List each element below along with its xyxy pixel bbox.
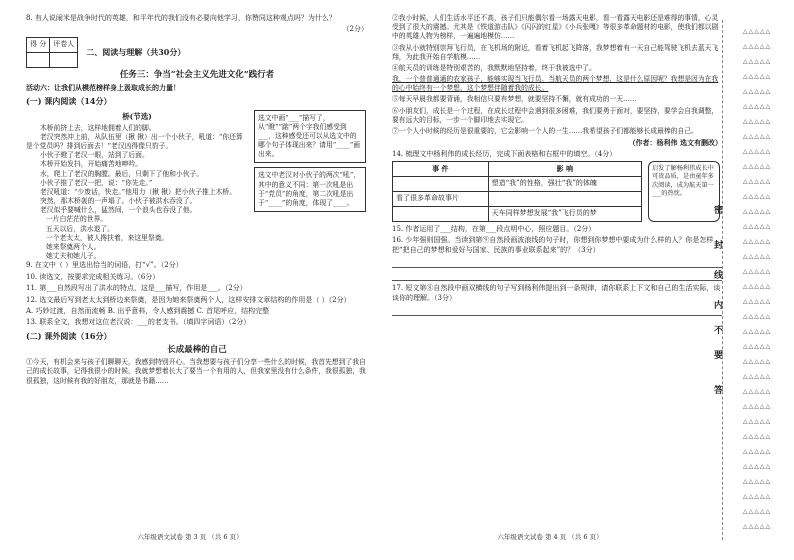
triangle-row: △△△△△	[743, 403, 772, 410]
triangle-row: △△△△△	[743, 343, 772, 350]
table-cell[interactable]	[393, 206, 489, 221]
triangle-row: △△△△△	[743, 418, 772, 425]
underlined-sentence: 我，一个普普通通的农家孩子，能够实现当飞行员、当航天员的两个梦想，这是什么原因呢？我想是因为在我的心中始终有一个梦想，这个梦想伴随着我的成长。	[392, 75, 719, 93]
binding-char: 内	[714, 301, 724, 311]
triangle-row: △△△△△	[743, 163, 772, 170]
reading-passage	[26, 110, 248, 262]
table-cell[interactable]	[488, 191, 641, 206]
reading-line: 木桥前挤上去，这样地拥着人们的脚。	[40, 123, 156, 132]
growth-table	[392, 161, 642, 222]
paragraph-6: ⑥小朋友们，成长是一个过程，在成长过程中会遇到很多困难，我们要勇于面对，要坚持，要学会自我调整，要有远大的目标，一步一个脚印地去实现它。	[392, 106, 719, 124]
grader-label: 评卷人	[50, 37, 78, 52]
question-8: 8. 有人说闹米是战争时代的英雄，和平年代的我们没有必要向他学习，你赞同这种观点吗？为什么？	[26, 14, 336, 22]
triangle-row: △△△△△	[743, 133, 772, 140]
triangle-row: △△△△△	[743, 193, 772, 200]
table-cell: 看了很多革命故事片	[393, 191, 489, 206]
triangle-row: △△△△△	[743, 373, 772, 380]
side-box-2: 选文中老汉对小伙子的两次“吼”，其中的意义不同：第一次吼是出于“党员”的角度，第二次吼是出于“____”的角度，体现了____。	[254, 167, 366, 212]
question-10: 10. 读选文，按要求完成相关练习。（6分）	[26, 272, 160, 281]
triangle-row: △△△△△	[743, 313, 772, 320]
paragraph-5: ⑤每天早晨我都要背诵，我相信只要有梦想，就要坚持不懈，就有成功的一天……	[392, 95, 637, 104]
answer-line[interactable]	[392, 270, 722, 281]
triangle-row: △△△△△	[743, 493, 772, 500]
score-table	[26, 37, 78, 68]
triangle-row: △△△△△	[743, 523, 772, 530]
right-page	[392, 14, 722, 316]
triangle-row: △△△△△	[743, 238, 772, 245]
triangle-row: △△△△△	[743, 253, 772, 260]
binding-char: 要	[714, 351, 724, 361]
side-note-box: 启发了解杨利伟成长中可贵品质，是由童年多次阅读，成为航天第一___的热忱。	[648, 161, 720, 222]
left-page	[26, 14, 368, 386]
triangle-row: △△△△△	[743, 178, 772, 185]
table-header-impact: 影 响	[488, 161, 641, 176]
extended-title: 长成最棒的自己	[167, 344, 227, 355]
table-cell: 天车同样梦想发展“我”飞行员的梦	[488, 206, 641, 221]
reading-line: 老汉似乎要喊什么，猛然间，一个浪头也吞没了他。	[40, 206, 197, 215]
triangle-row: △△△△△	[743, 358, 772, 365]
question-12: 12. 选文最后写到老太太到桥边来祭奠，是因为她来祭奠两个人，这样安排文章结构的作用是（ ）（2分）	[26, 295, 351, 304]
table-cell: 塑造“我”的性格，强壮“我”的体魄	[488, 176, 641, 191]
triangle-row: △△△△△	[743, 298, 772, 305]
binding-char: 线	[714, 271, 724, 281]
reading-line: 水，爬上了老汉的胸膛。最后，只剩下了他和小伙子。	[40, 169, 204, 178]
binding-char: 密	[714, 206, 724, 216]
triangle-row: △△△△△	[743, 58, 772, 65]
reading-line: 小伙子瞪了老汉一眼，站到了后面。	[40, 151, 149, 160]
footer-right: 六年级语文试卷 第 4 页 （共 6 页）	[497, 533, 603, 541]
reading-line: 木桥开始发抖，开始痛苦地呻吟。	[40, 160, 142, 169]
question-17: 17. 短文第⑧自然段中画双横线的句子写到杨利伟提出到一条规律，请你联系上下文和自己的生活实际，谈谈你的理解。（3分）	[392, 284, 721, 302]
question-9: 9. 在文中（ ）里选出恰当的词语，打“√”。（2分）	[26, 261, 183, 270]
section1-heading: (一) 课内阅读（14分）	[26, 95, 112, 106]
paragraph-2: ②我小时候，人们生活水平还不高，孩子们只能偶尔看一场露天电影，看一看露天电影还是难得的事情，心灵受到了很大的震撼。尤其是《铁道游击队》《闪闪的红星》《小兵张嘎》等很多革命题材的电影，使我们都以剧中的英雄人物为榜样，一遍遍地模仿……	[392, 14, 719, 41]
triangle-row: △△△△△	[743, 388, 772, 395]
table-cell[interactable]	[393, 176, 489, 191]
binding-char: 答	[714, 386, 724, 396]
question-12-options: A. 巧妙过渡，自然而流畅 B. 出乎意料，令人感到震撼 C. 首尾呼应，结构完整	[26, 307, 270, 316]
triangle-row: △△△△△	[743, 283, 772, 290]
side-box-1: 选文中画“___”描写了，从“瞪”“踮”两个字我们感受到___，这种感受还可以从选文中的哪个句子体现出来？请用“____”画出来。	[254, 110, 366, 164]
paragraph-7: ⑦一个人小时候的经历是很重要的，它会影响一个人的一生……我希望孩子们都能够长成最棒的自己。	[392, 126, 698, 135]
part2-heading: 二、阅读与理解（共30分）	[86, 46, 186, 57]
q8-score: （2分）	[342, 25, 368, 34]
triangle-row: △△△△△	[743, 328, 772, 335]
reading-line: 老汉吼道：“少废话，快走。”他用力（揪 揪）把小伙子推上木桥。	[40, 187, 237, 196]
answer-line[interactable]	[392, 257, 722, 268]
task-title: 任务三：争当“社会主义先进文化”践行者	[119, 69, 275, 80]
table-header-event: 事 件	[393, 161, 489, 176]
triangle-row: △△△△△	[743, 103, 772, 110]
section2-heading: (二) 课外阅读（16分）	[26, 330, 112, 341]
paragraph-4: ④航天员的训练是特别艰苦的，我默默地坚持着，终于我被选中了。	[392, 63, 596, 72]
triangle-row: △△△△△	[743, 208, 772, 215]
reading-line: 一个老太太，被人搀扶着，来这里祭奠。	[46, 233, 169, 242]
question-13: 13. 联系全文，我想对这位老汉说：___的老支书。（填四字词语）（2分）	[26, 318, 251, 327]
paragraph-3: ③我从小就特别崇拜飞行员，在飞机场的附近，看着飞机起飞降落，我梦想着有一天自己能驾驶飞机去蓝天飞翔，为此我开始自学航模……	[392, 43, 719, 61]
table-row	[393, 191, 642, 206]
triangle-row: △△△△△	[743, 118, 772, 125]
triangle-row: △△△△△	[743, 148, 772, 155]
triangle-row: △△△△△	[743, 73, 772, 80]
reading-title: 桥(节选)	[122, 111, 152, 121]
footer-left: 六年级语文试卷 第 3 页 （共 6 页）	[137, 533, 243, 541]
reading-line: 五天以后，洪水退了。	[46, 224, 114, 233]
triangle-row: △△△△△	[743, 448, 772, 455]
activity-heading: 活动六：让我们从模范榜样身上汲取成长的力量！	[26, 83, 180, 93]
triangle-row: △△△△△	[743, 268, 772, 275]
question-11: 11. 第___自然段写出了洪水的特点，这是___描写，作用是___。（2分）	[26, 284, 247, 293]
reading-line: 小伙子推了老汉一把，说：“你先走。”	[40, 178, 153, 187]
reading-line: 老汉突然冲上前，从队伍里（揪 揪）出一个小伙子，吼道：“你还算是个党员吗？排到后面去！”老汉凶得像只豹子。	[26, 132, 243, 151]
triangle-row: △△△△△	[743, 463, 772, 470]
reading-line: 突然，那木桥轰的一声塌了。小伙子被洪水吞没了。	[40, 197, 197, 206]
triangle-row: △△△△△	[743, 223, 772, 230]
binding-char: 不	[714, 326, 724, 336]
author-line: （作者：杨利伟 选文有删改）	[628, 138, 722, 148]
score-label: 得 分	[27, 37, 50, 52]
reading-line: 一片白茫茫的世界。	[46, 215, 108, 224]
triangle-row: △△△△△	[743, 88, 772, 95]
table-row	[393, 206, 642, 221]
triangle-row: △△△△△	[743, 43, 772, 50]
reading-line: 她丈夫和她儿子。	[46, 252, 101, 261]
triangle-row: △△△△△	[743, 508, 772, 515]
binding-char: 封	[714, 241, 724, 251]
question-14: 14. 梳理文中杨利伟的成长经历，完成下面表格和右框中的填空。（4分）	[392, 149, 617, 158]
question-16: 16. 少年强则国强。当读到第⑨自然段画波浪线的句子时，你想到你梦想中要成为什么样的人？你是怎样把“把自己的梦想和爱好与国家、民族的事业联系起来”的？（3分）	[392, 236, 714, 254]
triangle-row: △△△△△	[743, 433, 772, 440]
triangle-margin	[725, 0, 794, 560]
answer-line[interactable]	[392, 305, 722, 316]
extended-paragraph-1: ①今天，有机会来与孩子们聊聊天，我感到特别开心。当我想要与孩子们分享一些什么的时候，我首先想到了我自己的成长故事，记得我很小的时候，我就梦想着长大了要当一个有用的人，但我家里没有什么条件，我很孤独，我很孤独，这时候有我的好朋友，那就是书籍……	[26, 358, 366, 385]
triangle-row: △△△△△	[743, 478, 772, 485]
question-15: 15. 作者运用了___结构，在第___段点明中心，照应题目。（2分）	[392, 224, 596, 233]
table-row	[393, 176, 642, 191]
triangle-row: △△△△△	[743, 28, 772, 35]
reading-line: 她来祭奠两个人。	[46, 242, 101, 251]
